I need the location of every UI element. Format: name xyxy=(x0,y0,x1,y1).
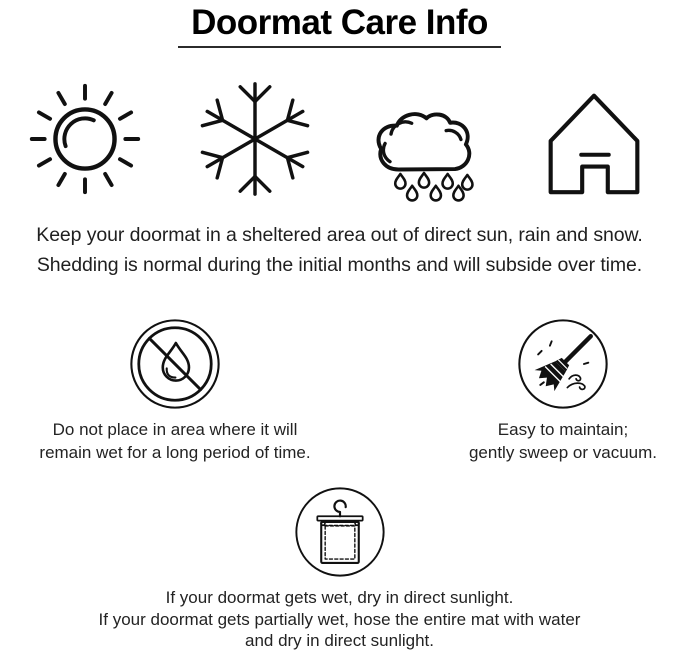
tip-line: If your doormat gets partially wet, hose the entire mat with water xyxy=(98,609,581,629)
broom-icon xyxy=(515,316,611,412)
tip-sweep xyxy=(447,316,679,464)
rain-cloud-icon xyxy=(340,74,510,204)
intro-paragraph xyxy=(0,220,679,280)
tip-dry-text xyxy=(99,587,581,652)
tip-line: and dry in direct sunlight. xyxy=(244,631,434,650)
snowflake-icon xyxy=(170,74,340,204)
tip-sweep-text xyxy=(469,418,657,464)
tip-line: gently sweep or vacuum. xyxy=(468,443,658,462)
tip-no-water xyxy=(0,316,350,464)
no-water-icon xyxy=(127,316,223,412)
tip-line: Do not place in area where it will xyxy=(52,420,298,439)
tip-line: Easy to maintain; xyxy=(497,420,629,439)
page-title: Doormat Care Info xyxy=(191,3,488,42)
tip-no-water-text xyxy=(39,418,310,464)
tip-dry xyxy=(0,484,679,652)
tip-line: remain wet for a long period of time. xyxy=(39,443,311,462)
tips-row xyxy=(0,316,679,464)
hanging-mat-icon xyxy=(292,484,388,580)
house-icon xyxy=(509,74,679,204)
title-underline xyxy=(178,3,501,48)
intro-line: Keep your doormat in a sheltered area out of direct sun, rain and snow. xyxy=(36,224,643,246)
intro-line: Shedding is normal during the initial months and will subside over time. xyxy=(36,254,643,276)
weather-icon-row xyxy=(0,74,679,204)
tip-line: If your doormat gets wet, dry in direct sunlight. xyxy=(165,588,514,607)
sun-icon xyxy=(0,74,170,204)
